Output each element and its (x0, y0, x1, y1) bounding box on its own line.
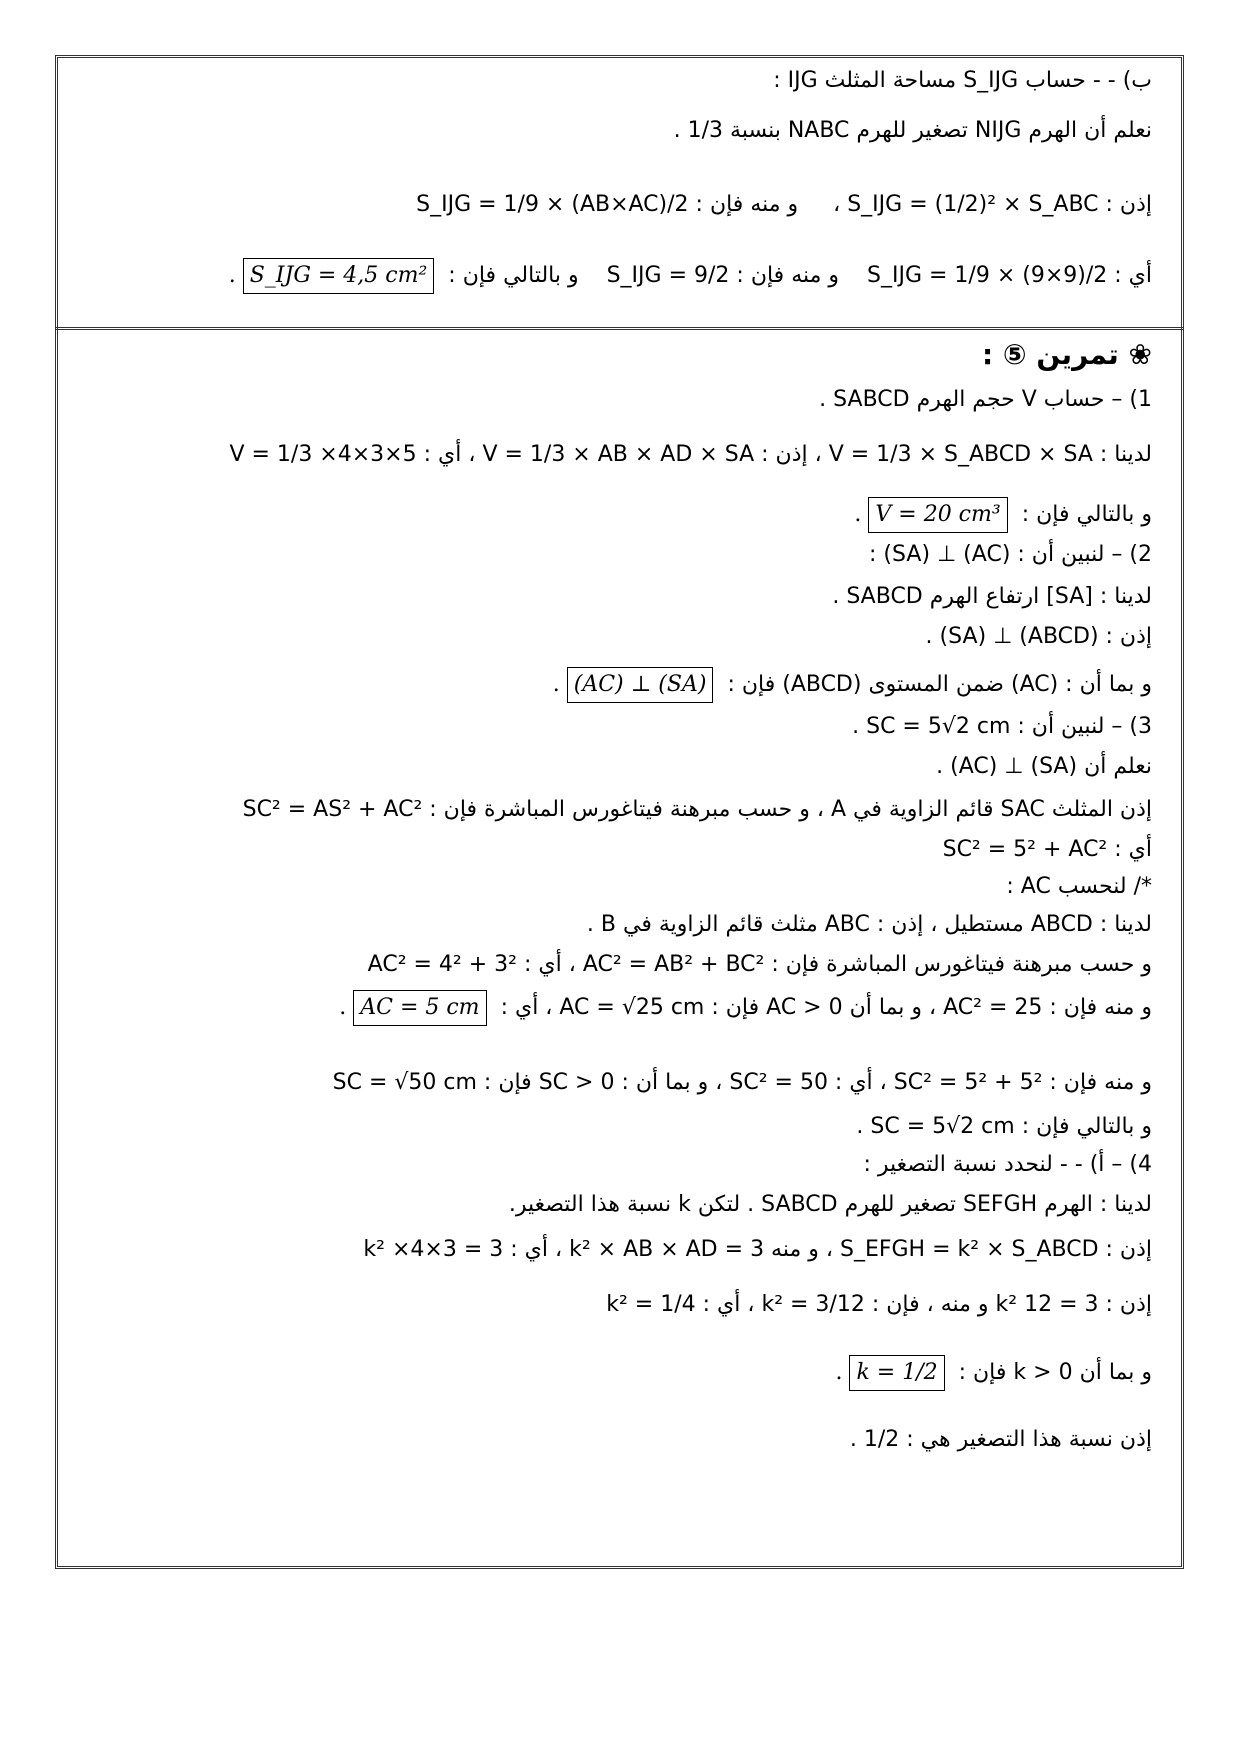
result-box-perpendicular: (SA) ⊥ (AC) (567, 667, 714, 703)
q1a-line: لدينا : V = 1/3 × S_ABCD × SA ، إذن : V = 1/3 × AB × AD × SA ، أي : V = 1/3 ×4×3×5 (229, 442, 1152, 467)
q3c-line: أي : SC² = 5² + AC² (942, 837, 1152, 862)
result-box-k: k = 1/2 (849, 1355, 944, 1391)
q4-line: 4) – أ) - - لنحدد نسبة التصغير : (863, 1152, 1152, 1177)
q4b-line: إذن : S_EFGH = k² × S_ABCD ، و منه 3 = k² × AB × AD ، أي : 3 = k² ×4×3 (363, 1237, 1152, 1262)
q3b-line: إذن المثلث SAC قائم الزاوية في A ، و حسب مبرهنة فيتاغورس المباشرة فإن : SC² = AS² + AC² (242, 797, 1152, 822)
result-box-ac: AC = 5 cm (353, 990, 486, 1026)
result-box-volume: V = 20 cm³ (868, 497, 1007, 533)
result-box-sijg: S_IJG = 4,5 cm² (243, 258, 435, 294)
q2-line: 2) – لنبين أن : (AC) ⊥ (SA) : (869, 542, 1152, 567)
part-b-line-2: نعلم أن الهرم NIJG تصغير للهرم NABC بنسبة 1/3 . (673, 118, 1152, 143)
q2b-line: إذن : (ABCD) ⊥ (SA) . (925, 624, 1152, 649)
q3h-line: و منه فإن : SC² = 5² + 5² ، أي : SC² = 50 ، و بما أن : SC > 0 فإن : SC = √50 cm (332, 1070, 1152, 1095)
section-divider (55, 327, 1184, 330)
q2a-line: لدينا : [SA] ارتفاع الهرم SABCD . (832, 584, 1152, 609)
q2c-line: و بما أن : (AC) ضمن المستوى (ABCD) فإن : (SA) ⊥ (AC) . (553, 667, 1152, 703)
q4d-line: و بما أن k > 0 فإن : k = 1/2 . (835, 1355, 1152, 1391)
q4e-line: إذن نسبة هذا التصغير هي : 1/2 . (849, 1427, 1152, 1452)
flower-icon: ❀ (1128, 338, 1152, 371)
q3i-line: و بالتالي فإن : SC = 5√2 cm . (856, 1114, 1152, 1139)
q1-line: 1) – حساب V حجم الهرم SABCD . (819, 387, 1152, 412)
part-b-line-1: ب) - - حساب S_IJG مساحة المثلث IJG : (773, 68, 1152, 93)
part-b-line-4: أي : S_IJG = 1/9 × (9×9)/2 و منه فإن : S_IJG = 9/2 و بالتالي فإن : S_IJG = 4,5 cm² . (229, 258, 1152, 294)
part-b-line-3: إذن : S_IJG = (1/2)² × S_ABC ، و منه فإن : S_IJG = 1/9 × (AB×AC)/2 (416, 192, 1152, 217)
q3d-line: */ لنحسب AC : (1006, 874, 1152, 899)
q3f-line: و حسب مبرهنة فيتاغورس المباشرة فإن : AC² = AB² + BC² ، أي : AC² = 4² + 3² (367, 952, 1152, 977)
q4c-line: إذن : 3 = 12 k² و منه ، فإن : k² = 3/12 ، أي : k² = 1/4 (606, 1292, 1152, 1317)
q1b-line: و بالتالي فإن : V = 20 cm³ . (854, 497, 1152, 533)
q3g-line: و منه فإن : AC² = 25 ، و بما أن AC > 0 فإن : AC = √25 cm ، أي : AC = 5 cm . (339, 990, 1152, 1026)
q3-line: 3) – لنبين أن : SC = 5√2 cm . (852, 714, 1152, 739)
q4a-line: لدينا : الهرم SEFGH تصغير للهرم SABCD . لتكن k نسبة هذا التصغير. (508, 1192, 1152, 1217)
q3a-line: نعلم أن (SA) ⊥ (AC) . (936, 754, 1152, 779)
exercise-title: ❀ تمرين ⑤ : (981, 338, 1152, 371)
q3e-line: لدينا : ABCD مستطيل ، إذن : ABC مثلث قائم الزاوية في B . (586, 912, 1152, 937)
